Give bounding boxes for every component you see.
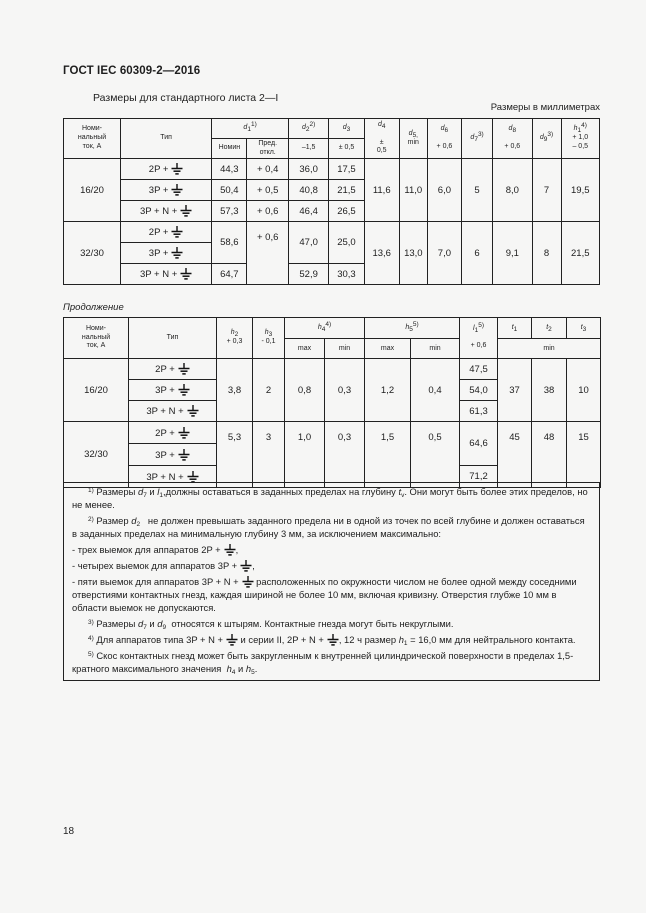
header-d3-tolerance: ± 0,5 (329, 139, 364, 159)
type-cell: 3P + (121, 243, 212, 264)
d5-cell: 11,0 (399, 159, 427, 222)
header-d8: $d_8$ + 0,6 (493, 119, 532, 159)
current-cell: 16/20 (64, 359, 129, 422)
earth-ground-icon (180, 268, 192, 280)
h4-min-cell: 0,3 (325, 422, 365, 488)
header-t3: $t_3$ (567, 318, 601, 339)
header-d5: $d_{5,}$ min (399, 119, 427, 159)
d1-nominal-cell: 50,4 (212, 180, 247, 201)
earth-ground-icon (171, 163, 183, 175)
header-d1: $d_1^{1)}$ (212, 119, 289, 139)
d3-cell: 30,3 (329, 264, 364, 285)
earth-ground-icon (178, 363, 190, 375)
page-number: 18 (63, 826, 75, 837)
d1-nominal-cell: 64,7 (212, 264, 247, 285)
h5-min-cell: 0,4 (411, 359, 460, 422)
d2-cell: 36,0 (288, 159, 328, 180)
d6-cell: 6,0 (427, 159, 461, 222)
header-d1-deviation: Пред. откл. (247, 139, 288, 159)
footnote-2-item: - четырех выемок для аппаратов 3P + , (72, 559, 255, 571)
type-cell: 2P + (121, 222, 212, 243)
l1-cell: 47,5 (460, 359, 498, 380)
header-h5: $h_5^{5)}$ (365, 318, 460, 339)
d2-cell: 40,8 (288, 180, 328, 201)
d1-nominal-cell: 44,3 (212, 159, 247, 180)
earth-ground-icon (327, 634, 339, 646)
header-h4-min: min (325, 339, 365, 359)
h5-min-cell: 0,5 (411, 422, 460, 488)
table-row (64, 422, 601, 444)
footnote-1: $^{1)}$ Размеры $d_7$ и $l_1,должны$ оставаться в заданных пределах на глубину $t_v$. Они могут быть более этих пределов, но не менее. (72, 486, 588, 510)
continuation-label: Продолжение (63, 302, 124, 313)
d1-deviation-cell: + 0,4 (247, 159, 288, 180)
header-type: Тип (121, 119, 212, 159)
header-d4: $d_4$ ± 0,5 (364, 119, 399, 159)
h4-min-cell: 0,3 (325, 359, 365, 422)
d9-cell: 7 (532, 159, 561, 222)
earth-ground-icon (187, 471, 199, 483)
table-row (64, 359, 601, 380)
d3-cell: 21,5 (329, 180, 364, 201)
header-t2: $t_2$ (532, 318, 567, 339)
header-h2: $h_2$ + 0,3 (217, 318, 253, 359)
footnote-3: $^{3)}$ Размеры $d_7$ и $d_9$ относятся к штырям. Контактные гнезда могут быть некруглыми. (88, 617, 454, 631)
header-h3: $h_3$ - 0,1 (253, 318, 285, 359)
header-d1-nominal: Номин (212, 139, 247, 159)
footnote-2-item: - пяти выемок для аппаратов 3P + N + расположенных по окружности числом не более одной между соседними отверстиями контактных гнезд, каждая шириной не более 10 мм, включая кривизну. Отверстия глубже 10 мм в области выемок не допускаются. (72, 575, 577, 613)
d1-nominal-cell: 58,6 (212, 222, 247, 264)
header-current: Номи- нальный ток, А (64, 119, 121, 159)
d2-cell: 47,0 (288, 222, 328, 264)
header-l1: $l_1^{5)}$ + 0,6 (460, 318, 498, 359)
t1-cell: 37 (498, 359, 532, 422)
d3-cell: 26,5 (329, 201, 364, 222)
footnotes-cell (64, 483, 600, 681)
l1-cell: 61,3 (460, 401, 498, 422)
h2-cell: 5,3 (217, 422, 253, 488)
earth-ground-icon (178, 449, 190, 461)
earth-ground-icon (240, 560, 252, 572)
header-h4-max: max (285, 339, 325, 359)
type-cell: 3P + (129, 380, 217, 401)
d3-cell: 25,0 (329, 222, 364, 264)
d7-cell: 6 (462, 222, 493, 285)
footnote-5: $^{5)}$ Скос контактных гнезд может быть закругленным к внутренней цилиндрической поверхности в пределах 1,5-кратного максимального значения $h_4$ и $h_5$. (72, 649, 574, 676)
h4-max-cell: 1,0 (285, 422, 325, 488)
t3-cell: 15 (567, 422, 601, 488)
d7-cell: 5 (462, 159, 493, 222)
h1-cell: 21,5 (561, 222, 599, 285)
dimensions-table-1 (63, 118, 600, 285)
earth-ground-icon (242, 576, 254, 588)
earth-ground-icon (171, 226, 183, 238)
d1-nominal-cell: 57,3 (212, 201, 247, 222)
header-h4: $h_4^{4)}$ (285, 318, 365, 339)
header-d9: $d_9^{3)}$ (532, 119, 561, 159)
h5-max-cell: 1,5 (365, 422, 411, 488)
l1-cell: 54,0 (460, 380, 498, 401)
header-d2: $d_2^{2)}$ (288, 119, 328, 139)
h4-max-cell: 0,8 (285, 359, 325, 422)
dimensions-table-2 (63, 317, 601, 488)
type-cell: 3P + (129, 444, 217, 466)
units-note: Размеры в миллиметрах (490, 102, 600, 113)
earth-ground-icon (224, 544, 236, 556)
t1-cell: 45 (498, 422, 532, 488)
l1-cell: 71,2 (460, 466, 498, 488)
d1-deviation-cell: + 0,6 (247, 222, 288, 285)
type-cell: 3P + N + (121, 264, 212, 285)
earth-ground-icon (226, 634, 238, 646)
h1-cell: 19,5 (561, 159, 599, 222)
l1-cell: 64,6 (460, 422, 498, 466)
type-cell: 2P + (121, 159, 212, 180)
d2-cell: 52,9 (288, 264, 328, 285)
d4-cell: 11,6 (364, 159, 399, 222)
table-row (64, 159, 600, 180)
table-row (64, 222, 600, 243)
earth-ground-icon (171, 184, 183, 196)
header-t1: $t_1$ (498, 318, 532, 339)
earth-ground-icon (178, 427, 190, 439)
header-h5-min: min (411, 339, 460, 359)
d8-cell: 8,0 (493, 159, 532, 222)
footnotes-box (63, 482, 600, 681)
type-cell: 3P + N + (129, 466, 217, 488)
d8-cell: 9,1 (493, 222, 532, 285)
current-cell: 16/20 (64, 159, 121, 222)
earth-ground-icon (178, 384, 190, 396)
header-d6: $d_6$ + 0,6 (427, 119, 461, 159)
earth-ground-icon (180, 205, 192, 217)
d9-cell: 8 (532, 222, 561, 285)
type-cell: 2P + (129, 359, 217, 380)
type-cell: 3P + (121, 180, 212, 201)
h2-cell: 3,8 (217, 359, 253, 422)
d6-cell: 7,0 (427, 222, 461, 285)
earth-ground-icon (171, 247, 183, 259)
t2-cell: 48 (532, 422, 567, 488)
h3-cell: 3 (253, 422, 285, 488)
type-cell: 2P + (129, 422, 217, 444)
header-current: Номи- нальный ток, А (64, 318, 129, 359)
earth-ground-icon (187, 405, 199, 417)
standard-header: ГОСТ IEC 60309-2—2016 (63, 65, 201, 77)
header-h1: $h_1^{4)}$ + 1,0 – 0,5 (561, 119, 599, 159)
type-cell: 3P + N + (121, 201, 212, 222)
header-d2-tolerance: –1,5 (288, 139, 328, 159)
t2-cell: 38 (532, 359, 567, 422)
d1-deviation-cell: + 0,6 (247, 201, 288, 222)
h3-cell: 2 (253, 359, 285, 422)
h5-max-cell: 1,2 (365, 359, 411, 422)
d4-cell: 13,6 (364, 222, 399, 285)
footnote-4: $^{4)}$ Для аппаратов типа 3P + N + и серии II, 2P + N + , 12 ч размер $h_1 = 16,0$ мм для нейтрального контакта. (88, 633, 576, 647)
d1-deviation-cell: + 0,5 (247, 180, 288, 201)
header-t-min: min (498, 339, 601, 359)
current-cell: 32/30 (64, 222, 121, 285)
d2-cell: 46,4 (288, 201, 328, 222)
header-type: Тип (129, 318, 217, 359)
d3-cell: 17,5 (329, 159, 364, 180)
header-d7: $d_7^{3)}$ (462, 119, 493, 159)
current-cell: 32/30 (64, 422, 129, 488)
footnote-2: $^{2)}$ Размер $d_2$ не должен превышать заданного предела ни в одной из точек по всей глубине и должен оставаться в заданных пределах на минимальную глубину 3 мм, за исключением максимально: (72, 514, 585, 539)
footnote-2-item: - трех выемок для аппаратов 2P + , (72, 543, 239, 555)
type-cell: 3P + N + (129, 401, 217, 422)
header-h5-max: max (365, 339, 411, 359)
d5-cell: 13,0 (399, 222, 427, 285)
header-d3: $d_3$ (329, 119, 364, 139)
t3-cell: 10 (567, 359, 601, 422)
sheet-title: Размеры для стандартного листа 2—I (93, 92, 279, 104)
